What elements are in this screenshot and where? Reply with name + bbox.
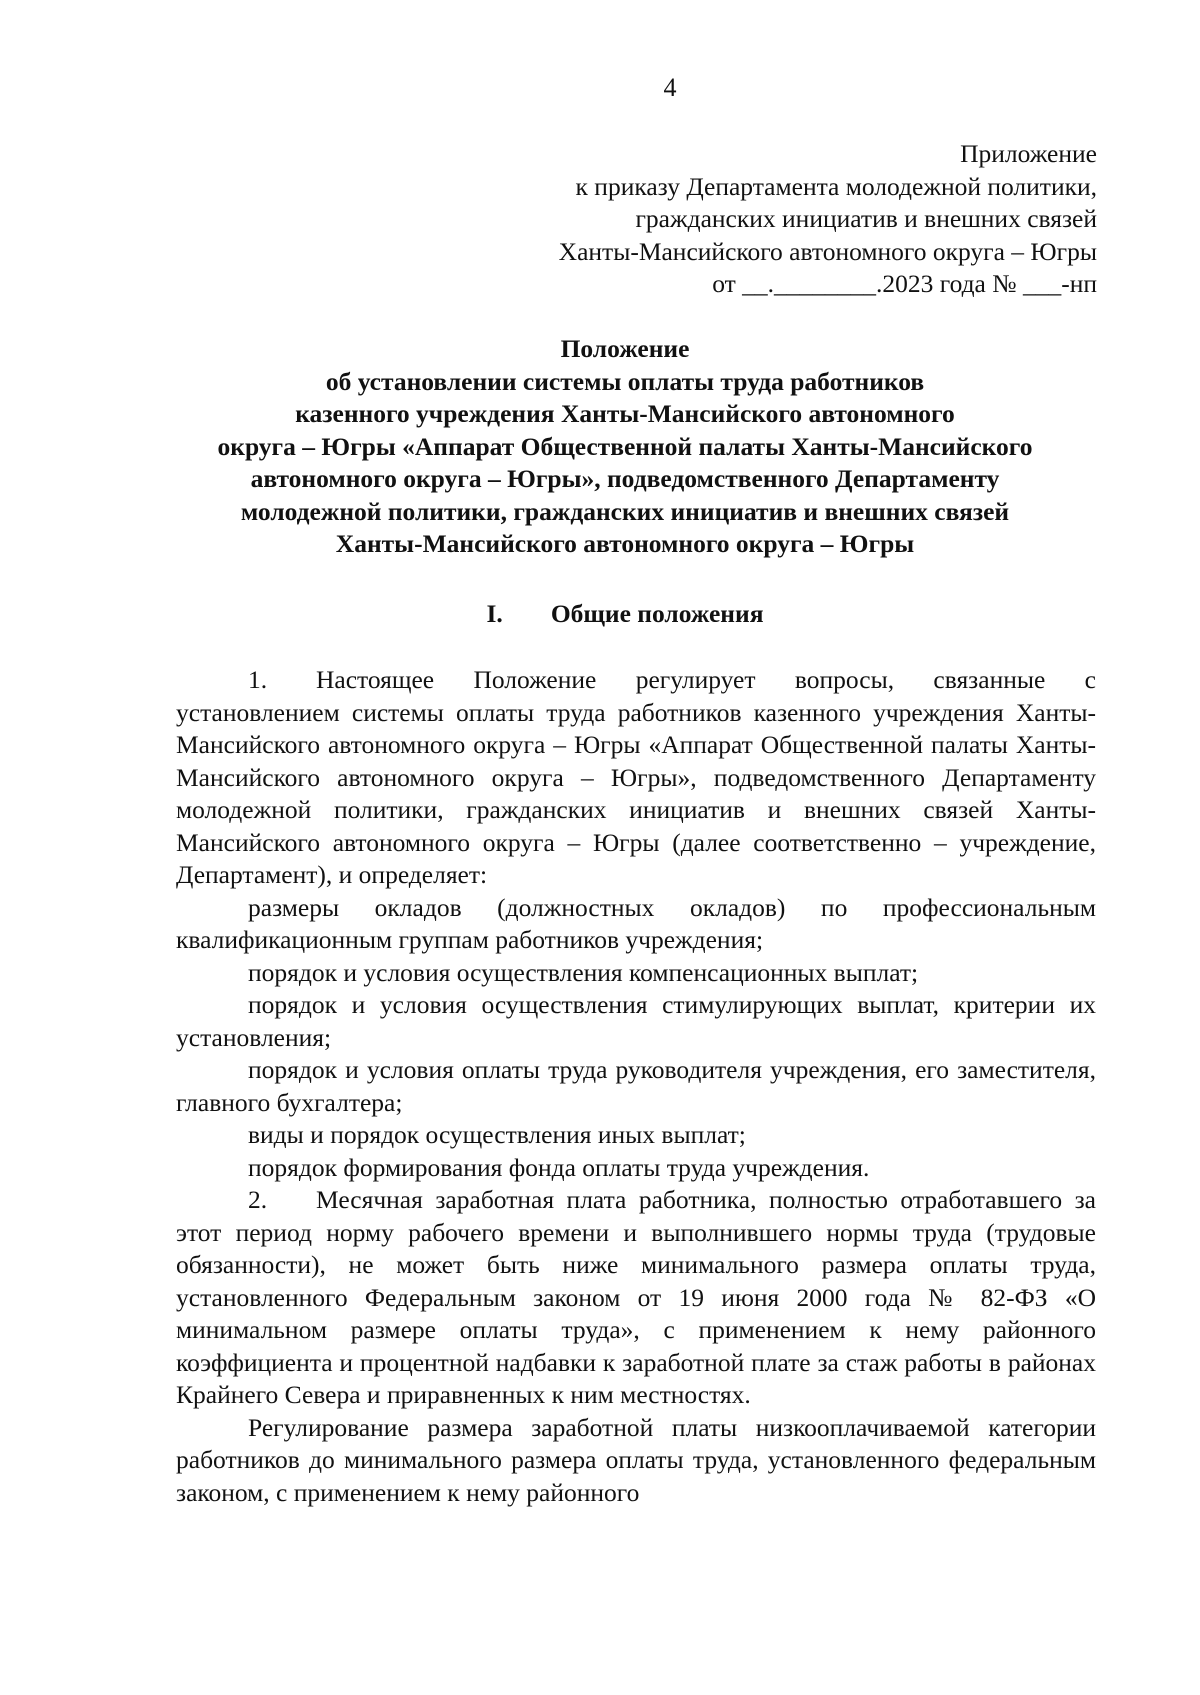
appendix-date-line: от __.________.2023 года № ___-нп — [712, 269, 1097, 298]
title-line: Ханты-Мансийского автономного округа – Югры — [335, 529, 915, 558]
list-item: порядок и условия оплаты труда руководителя учреждения, его заместителя, главного бухгалтера; — [176, 1055, 1096, 1117]
title-line: Положение — [560, 334, 690, 363]
list-item: виды и порядок осуществления иных выплат; — [248, 1120, 746, 1149]
appendix-line: к приказу Департамента молодежной политики, — [575, 171, 1097, 201]
document-title — [150, 333, 1100, 561]
list-item: порядок формирования фонда оплаты труда учреждения. — [248, 1152, 870, 1182]
list-item: порядок и условия осуществления стимулирующих выплат, критерии их установления; — [176, 990, 1096, 1052]
paragraph-1 — [176, 664, 1096, 892]
page-number: 4 — [663, 73, 677, 102]
paragraph-number: 2. — [248, 1185, 268, 1214]
appendix-header — [457, 138, 1097, 301]
title-line: казенного учреждения Ханты-Мансийского автономного — [295, 399, 955, 428]
paragraph-2 — [176, 1184, 1096, 1412]
list-item: порядок и условия осуществления компенсационных выплат; — [248, 957, 919, 987]
paragraph-3: Регулирование размера заработной платы низкооплачиваемой категории работников до минимального размера оплаты труда, установленного федеральным законом, с применением к нему районного — [176, 1412, 1096, 1507]
appendix-line: Ханты-Мансийского автономного округа – Югры — [558, 236, 1097, 266]
document-body — [176, 664, 1096, 1509]
title-line: автономного округа – Югры», подведомственного Департаменту — [250, 464, 1000, 493]
section-number: I. — [486, 599, 503, 628]
title-line: об установлении системы оплаты труда работников — [325, 366, 925, 396]
title-line: молодежной политики, гражданских инициатив и внешних связей — [240, 496, 1010, 526]
section-heading — [150, 598, 1100, 630]
section-title: Общие положения — [550, 599, 764, 628]
paragraph-text: Месячная заработная плата работника, полностью отработавшего за этот период норму рабочего времени и выполнившего нормы труда (трудовые обязанности), не может быть ниже минимального размера оплаты труда, установленного Федеральным законом от 19 июня 2000 года № 82-ФЗ «О минимальном размере оплаты труда», с применением к нему районного коэффициента и процентной надбавки к заработной плате за стаж работы в районах Крайнего Севера и приравненных к ним местностях. — [176, 1185, 1096, 1409]
title-line: округа – Югры «Аппарат Общественной палаты Ханты-Мансийского — [217, 431, 1033, 461]
appendix-line: гражданских инициатив и внешних связей — [635, 204, 1097, 233]
list-item: размеры окладов (должностных окладов) по профессиональным квалификационным группам работников учреждения; — [176, 892, 1096, 954]
appendix-line: Приложение — [960, 139, 1097, 168]
paragraph-text: Настоящее Положение регулирует вопросы, связанные с установлением системы оплаты труда работников казенного учреждения Ханты-Мансийского автономного округа – Югры «Аппарат Общественной палаты Ханты-Мансийского автономного округа – Югры», подведомственного Департаменту молодежной политики, гражданских инициатив и внешних связей Ханты-Мансийского автономного округа – Югры (далее соответственно – учреждение, Департамент), и определяет: — [176, 665, 1096, 889]
paragraph-number: 1. — [248, 665, 268, 694]
